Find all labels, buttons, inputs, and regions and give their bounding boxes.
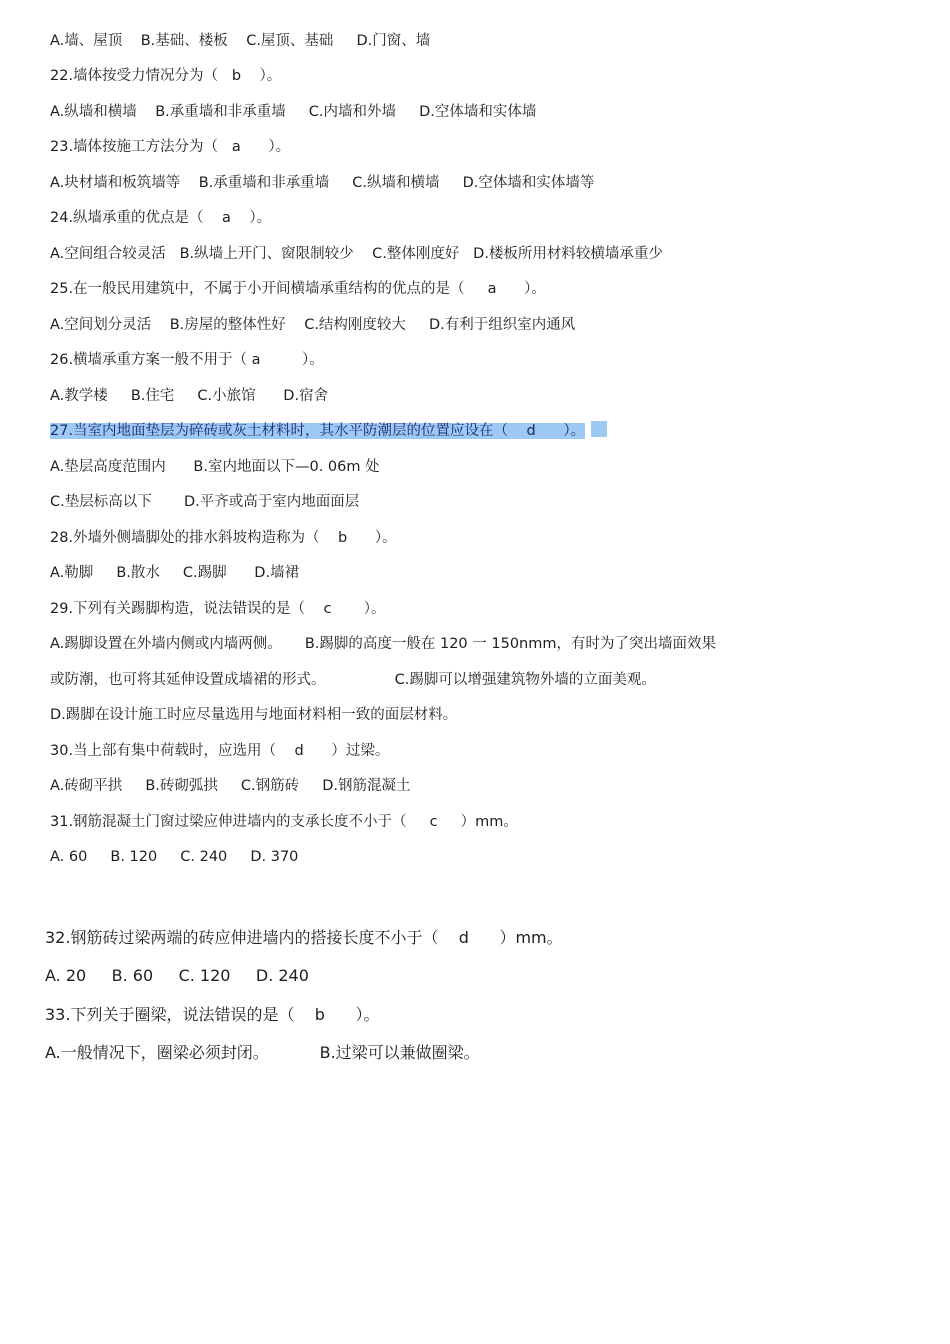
option-line: A. 60 B. 120 C. 240 D. 370: [50, 849, 299, 865]
option-line: 或防潮，也可将其延伸设置成墙裙的形式。 C.踢脚可以增强建筑物外墙的立面美观。: [50, 672, 656, 688]
selected-question-line[interactable]: [50, 421, 607, 441]
question-line: 23.墙体按施工方法分为（ a ）。: [50, 139, 291, 155]
option-line: A.空间组合较灵活 B.纵墙上开门、窗限制较少 C.整体刚度好 D.楼板所用材料较横墙承重少: [50, 246, 663, 262]
option-line: A. 20 B. 60 C. 120 D. 240: [45, 966, 309, 985]
selection-end-marker: [591, 421, 607, 437]
option-line: A.空间划分灵活 B.房屋的整体性好 C.结构刚度较大 D.有利于组织室内通风: [50, 317, 576, 333]
question-line: 33.下列关于圈梁，说法错误的是（ b ）。: [45, 1005, 380, 1024]
question-line: 30.当上部有集中荷载时，应选用（ d ）过梁。: [50, 743, 390, 759]
option-line: A.踢脚设置在外墙内侧或内墙两侧。 B.踢脚的高度一般在 120 一 150nmm，有时为了突出墙面效果: [50, 636, 716, 652]
option-line: D.踢脚在设计施工时应尽量选用与地面材料相一致的面层材料。: [50, 707, 458, 723]
selected-text: 27.当室内地面垫层为碎砖或灰土材料时，其水平防潮层的位置应设在（ d ）。: [50, 423, 586, 439]
option-line: A.垫层高度范围内 B.室内地面以下—0. 06m 处: [50, 459, 380, 475]
option-line: A.砖砌平拱 B.砖砌弧拱 C.钢筋砖 D.钢筋混凝土: [50, 778, 411, 794]
option-line: A.块材墙和板筑墙等 B.承重墙和非承重墙 C.纵墙和横墙 D.空体墙和实体墙等: [50, 175, 595, 191]
question-line: 24.纵墙承重的优点是（ a ）。: [50, 210, 272, 226]
question-line: 22.墙体按受力情况分为（ b ）。: [50, 68, 282, 84]
option-line: A.教学楼 B.住宅 C.小旅馆 D.宿舍: [50, 388, 329, 404]
question-line: 28.外墙外侧墙脚处的排水斜坡构造称为（ b ）。: [50, 530, 397, 546]
question-line: 26.横墙承重方案一般不用于（ a ）。: [50, 352, 324, 368]
option-line: A.墙、屋顶 B.基础、楼板 C.屋顶、基础 D.门窗、墙: [50, 33, 431, 49]
question-line: 25.在一般民用建筑中，不属于小开间横墙承重结构的优点的是（ a ）。: [50, 281, 546, 297]
question-line: 29.下列有关踢脚构造，说法错误的是（ c ）。: [50, 601, 386, 617]
question-line: 31.钢筋混凝土门窗过梁应伸进墙内的支承长度不小于（ c ）mm。: [50, 814, 518, 830]
option-line: A.纵墙和横墙 B.承重墙和非承重墙 C.内墙和外墙 D.空体墙和实体墙: [50, 104, 537, 120]
option-line: A.勒脚 B.散水 C.踢脚 D.墙裙: [50, 565, 300, 581]
question-line: 32.钢筋砖过梁两端的砖应伸进墙内的搭接长度不小于（ d ）mm。: [45, 928, 563, 947]
option-line: C.垫层标高以下 D.平齐或高于室内地面面层: [50, 494, 360, 510]
option-line: A.一般情况下，圈梁必须封闭。 B.过梁可以兼做圈梁。: [45, 1043, 480, 1062]
